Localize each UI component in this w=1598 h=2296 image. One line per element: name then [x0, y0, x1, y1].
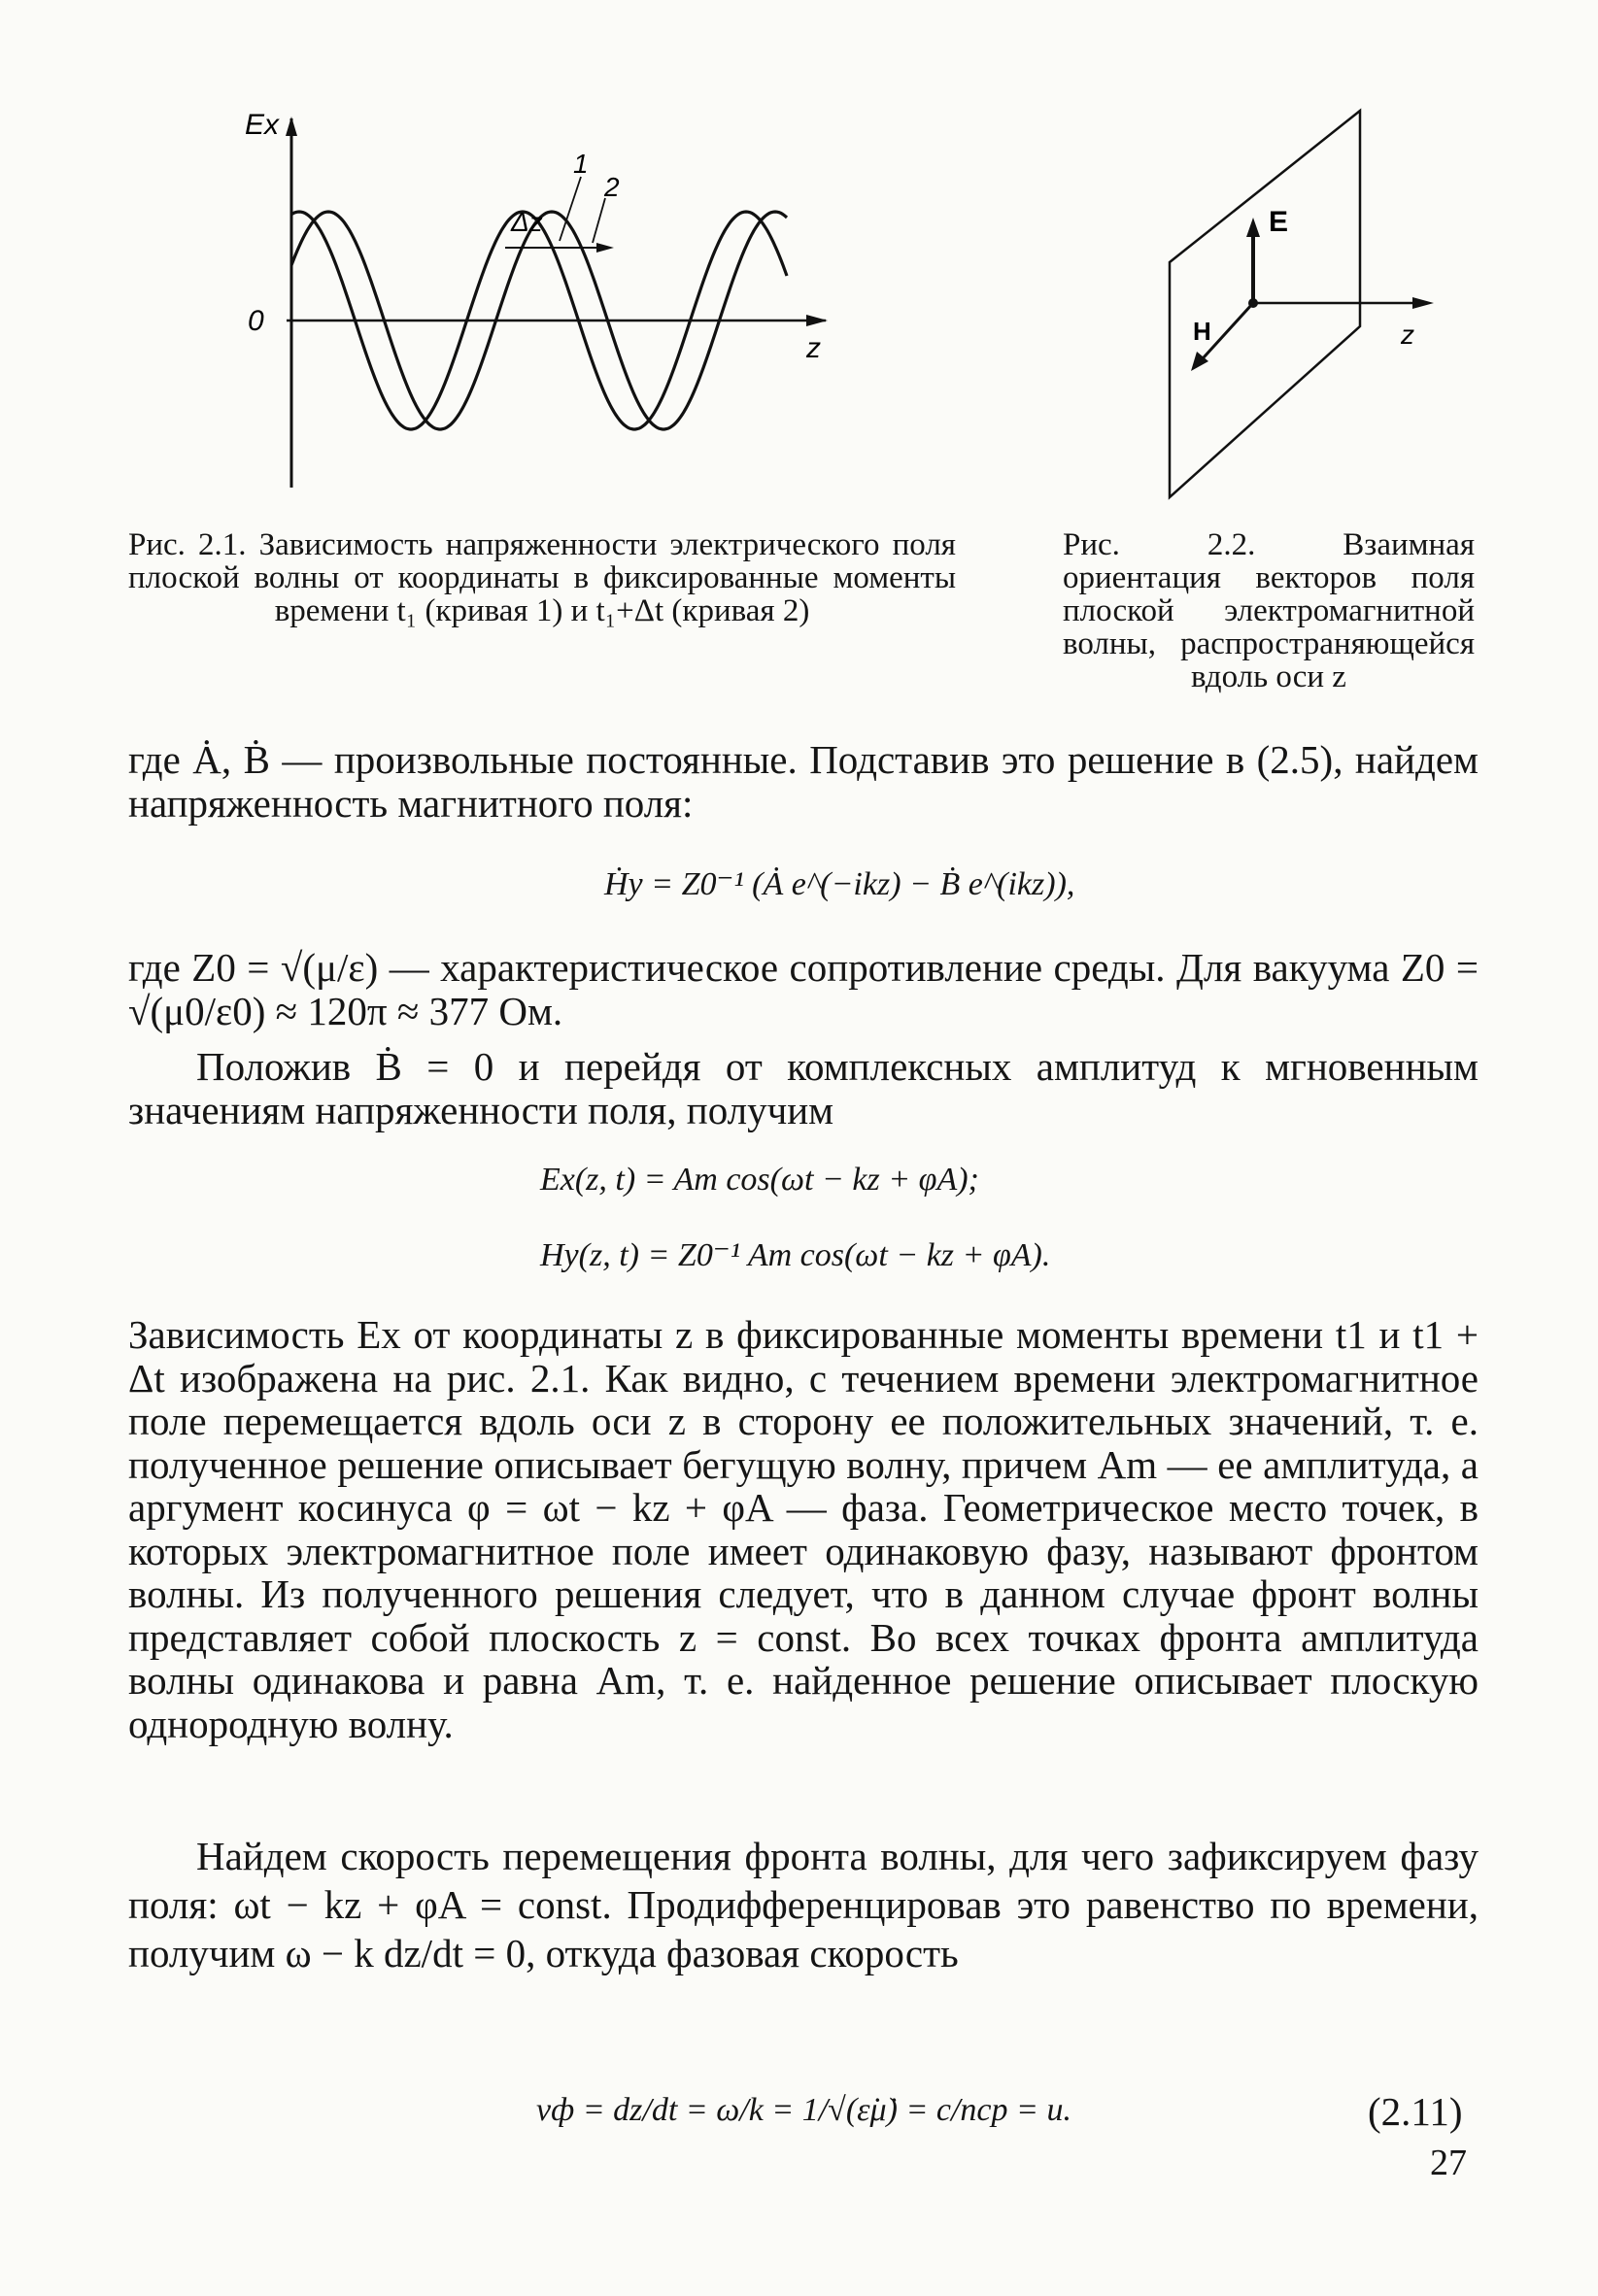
equation-ex: Ex(z, t) = Am cos(ωt − kz + φA); [540, 1162, 979, 1198]
axis-x-label: z [806, 332, 821, 364]
h-label: H [1193, 317, 1211, 346]
z-label: z [1401, 320, 1414, 350]
origin-label: 0 [248, 305, 264, 337]
paragraph-4: Зависимость Ex от координаты z в фиксированные моменты времени t1 и t1 + Δt изображена на рис. 2.1. Как видно, с течением времени электромагнитное поле перемещается вдоль оси z в сторону ее положительных значений, т. е. полученное решение описывает бегущую волну, причем Am — ее амплитуда, а аргумент косинуса φ = ωt − kz + φA — фаза. Геометрическое место точек, в которых электромагнитное поле имеет одинаковую фазу, называют фронтом волны. Из полученного решения следует, что в данном случае фронт волны представляет собой плоскость z = const. Во всех точках фронта амплитуда волны одинакова и равна Am, т. е. найденное решение описывает плоскую однородную волну. [128, 1312, 1479, 1746]
page-number: 27 [1430, 2143, 1467, 2183]
y-axis-arrow [286, 117, 297, 136]
e-vector-arrow [1246, 218, 1260, 237]
equation-number: (2.11) [1368, 2089, 1463, 2134]
paragraph-1: где Ȧ, Ḃ — произвольные постоянные. Подставив это решение в (2.5), найдем напряженность магнитного поля: [128, 737, 1479, 826]
z-axis-arrow [1412, 297, 1434, 309]
origin-dot [1248, 298, 1258, 308]
delta-z-arrow-head [596, 243, 614, 253]
figure-2-2-caption: Рис. 2.2. Взаимная ориентация векторов поля плоской электромагнитной волны, распространяющейся вдоль оси z [1063, 527, 1475, 694]
paragraph-5: Найдем скорость перемещения фронта волны, для чего зафиксируем фазу поля: ωt − kz + φA = const. Продифференцировав это равенство по времени, получим ω − k dz/dt = 0, откуда фазовая скорость [128, 1834, 1479, 1975]
paragraph-3: Положив Ḃ = 0 и перейдя от комплексных амплитуд к мгновенным значениям напряженности поля, получим [128, 1044, 1479, 1132]
x-axis-arrow [806, 315, 828, 326]
equation-phase-velocity: vф = dz/dt = ω/k = 1/√(ε̇μ̇) = c/nср = u. [536, 2092, 1071, 2128]
curve-1-leader [560, 177, 581, 241]
paragraph-2: где Z0 = √(μ/ε) — характеристическое сопротивление среды. Для вакуума Z0 = √(μ0/ε0) ≈ 120π ≈ 377 Ом. [128, 945, 1479, 1033]
curve-1-label: 1 [573, 149, 589, 179]
equation-hy-instant: Hy(z, t) = Z0⁻¹ Am cos(ωt − kz + φA). [540, 1237, 1051, 1273]
curve-2-label: 2 [604, 172, 620, 202]
equation-hy: Ḣy = Z0⁻¹ (Ȧ e^(−ikz) − Ḃ e^(ikz)), [604, 866, 1075, 902]
delta-z-label: Δz [511, 207, 543, 237]
curve-2-leader [593, 198, 605, 243]
figure-2-1-caption: Рис. 2.1. Зависимость напряженности электрического поля плоской волны от координаты в фиксированные моменты времени t₁ (кривая 1) и t₁+Δt (кривая 2) [128, 527, 956, 628]
figure-2-2 [1137, 97, 1467, 515]
figure-2-1 [233, 107, 855, 515]
e-label: E [1269, 206, 1289, 238]
axis-y-label: Ex [245, 109, 280, 141]
